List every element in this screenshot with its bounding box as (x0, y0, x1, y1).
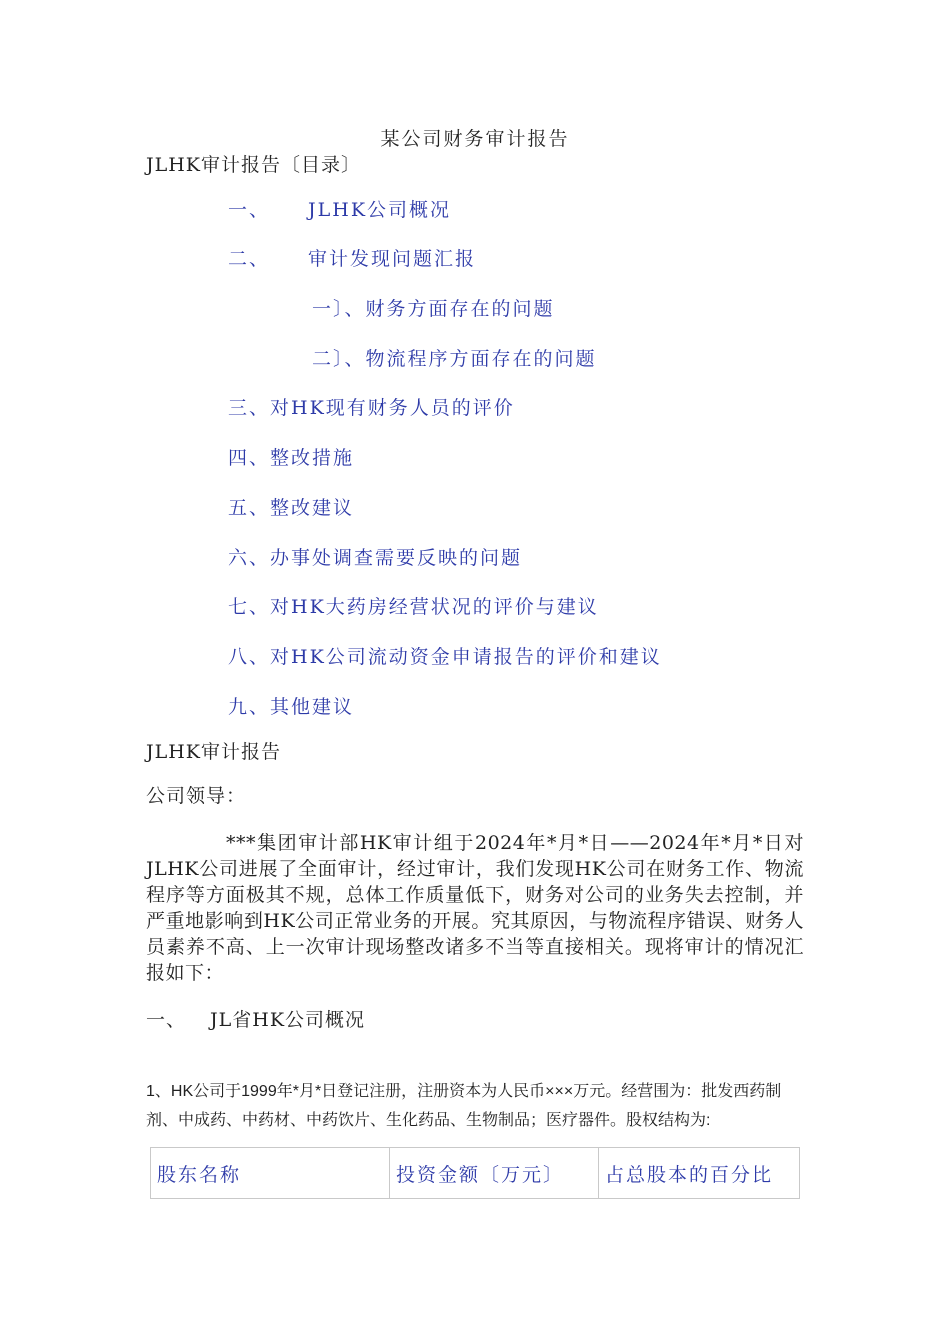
toc-item-number: 二、 (228, 248, 271, 270)
toc-item-7[interactable] (228, 592, 599, 619)
toc-item-number: 一、 (228, 199, 271, 221)
toc-item-label: 审计发现问题汇报 (308, 248, 477, 270)
toc-item-label: JLHK公司概况 (308, 199, 452, 221)
toc-item-8[interactable] (228, 642, 662, 669)
column-header-shareholder: 股东名称 (151, 1148, 390, 1199)
report-heading: JLHK审计报告 (146, 741, 281, 763)
toc-item-label: 四、整改措施 (228, 447, 355, 469)
column-header-investment: 投资金额〔万元〕 (390, 1148, 599, 1199)
toc-item-label: 一〕、财务方面存在的问题 (312, 298, 555, 320)
company-overview-paragraph: 1、HK公司于1999年*月*日登记注册，注册资本为人民币×××万元。经营围为：批发西药制剂、中成药、中药材、中药饮片、生化药品、生物制品；医疗器件。股权结构为: (146, 1083, 782, 1129)
document-title: 某公司财务审计报告 (380, 128, 570, 150)
toc-item-label: 八、对HK公司流动资金申请报告的评价和建议 (228, 646, 662, 668)
toc-item-3[interactable] (228, 393, 515, 420)
toc-item-label: 七、对HK大药房经营状况的评价与建议 (228, 596, 599, 618)
section-heading-1 (146, 1005, 365, 1032)
shareholder-table (150, 1147, 800, 1199)
toc-item-5[interactable] (228, 493, 354, 520)
column-header-percentage: 占总股本的百分比 (599, 1148, 800, 1199)
salutation: 公司领导： (146, 785, 247, 807)
toc-item-2-1[interactable] (312, 294, 555, 321)
toc-item-6[interactable] (228, 543, 522, 570)
section-number: 一、 (146, 1009, 187, 1031)
toc-item-label: 三、对HK现有财务人员的评价 (228, 397, 515, 419)
intro-paragraph-text: ***集团审计部HK审计组于2024年*月*日——2024年*月*日对JLHK公司进展了全面审计，经过审计，我们发现HK公司在财务工作、物流程序等方面极其不规，总体工作质量低下，财务对公司的业务失去控制，并严重地影响到HK公司正常业务的开展。究其原因，与物流程序错误、财务人员素养不高、上一次审计现场整改诸多不当等直接相关。现将审计的情况汇报如下： (146, 832, 804, 984)
section-title: JL省HK公司概况 (210, 1009, 366, 1031)
toc-item-label: 二〕、物流程序方面存在的问题 (312, 348, 597, 370)
toc-item-2[interactable] (228, 244, 476, 271)
toc-item-label: 九、其他建议 (228, 696, 355, 718)
toc-item-1[interactable] (228, 195, 451, 222)
table-header-row (151, 1148, 800, 1199)
toc-heading: JLHK审计报告〔目录〕 (146, 154, 361, 176)
toc-item-4[interactable] (228, 443, 354, 470)
toc-item-9[interactable] (228, 692, 354, 719)
toc-item-label: 六、办事处调查需要反映的问题 (228, 547, 523, 569)
toc-item-label: 五、整改建议 (228, 497, 355, 519)
toc-item-2-2[interactable] (312, 344, 597, 371)
intro-paragraph (146, 830, 804, 986)
